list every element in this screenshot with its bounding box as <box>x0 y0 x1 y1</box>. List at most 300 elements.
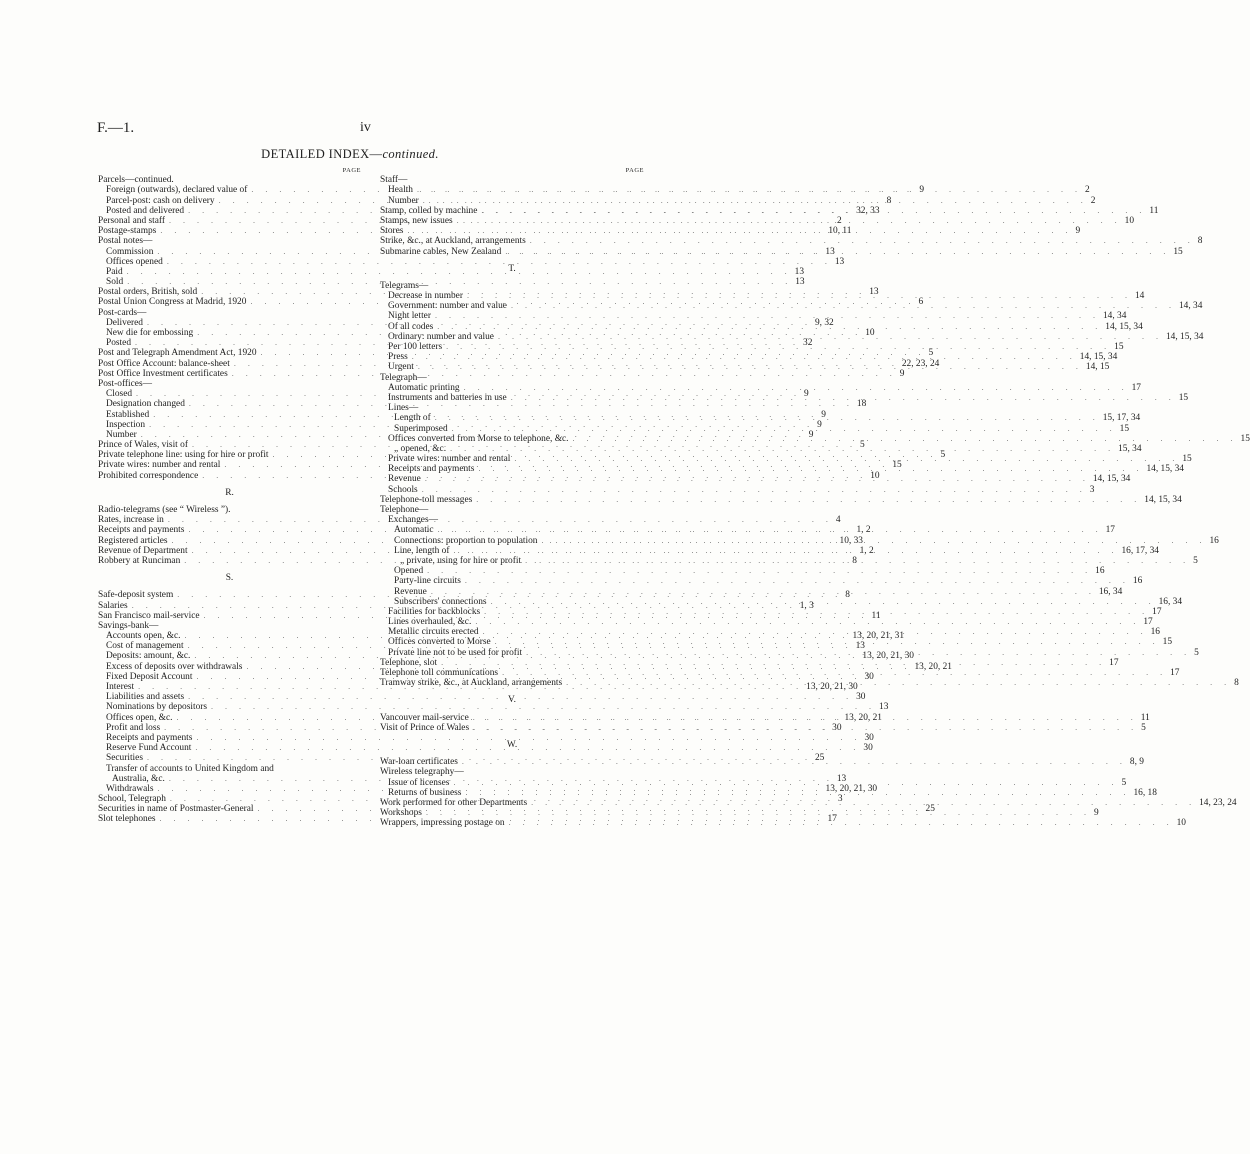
index-title-suffix: continued. <box>382 147 439 161</box>
index-entry-label: Instruments and batteries in use <box>388 392 507 403</box>
index-entry-label: Number <box>388 195 419 206</box>
index-entry <box>380 311 1127 322</box>
index-entry-page: 8 <box>1234 678 1239 689</box>
index-entry-label: Registered articles <box>98 535 168 546</box>
index-entry-page: 25 <box>925 804 935 815</box>
index-entry-label: Transfer of accounts to United Kingdom and <box>106 763 274 774</box>
index-entry-page: 15 <box>1119 423 1130 434</box>
leader-dots <box>458 757 1127 767</box>
leader-dots <box>437 658 1106 668</box>
index-entry-page: 5 <box>940 450 946 461</box>
leader-dots <box>419 196 1088 206</box>
index-entry <box>98 743 873 754</box>
leader-dots <box>414 362 1083 372</box>
leader-dots <box>491 637 1160 647</box>
index-entry-page: 14, 15, 34 <box>1146 464 1184 475</box>
leader-dots <box>480 607 1149 617</box>
index-entry-label: Receipts and payments <box>98 525 185 536</box>
index-entry-page: 17 <box>1105 525 1115 536</box>
index-entry-label: Facilities for backblocks <box>388 606 481 617</box>
index-entry-page: 15 <box>892 460 902 471</box>
index-entry <box>98 266 805 277</box>
leader-dots <box>527 798 1196 808</box>
leader-dots <box>507 301 1176 311</box>
index-entry <box>98 764 361 774</box>
index-entry-label: Deposits: amount, &c. <box>106 651 191 662</box>
index-entry <box>380 215 1135 226</box>
index-entry-label: Exchanges— <box>388 515 438 526</box>
index-entry-label: Revenue <box>394 586 427 597</box>
index-entry-label: Number <box>106 429 137 440</box>
index-entry <box>380 464 1184 475</box>
index-entry <box>98 308 361 318</box>
index-entry-page: 15 <box>1114 342 1124 352</box>
index-entry-page: 2 <box>1090 195 1096 206</box>
index-entry-page: 5 <box>1121 777 1127 788</box>
index-section-letter: S. <box>225 573 234 584</box>
index-entry-label: Closed <box>106 389 133 400</box>
index-entry-label: Established <box>106 409 150 420</box>
index-entry-page: 30 <box>856 692 866 703</box>
index-entry-label: Subscribers' connections <box>394 596 487 607</box>
index-entry <box>380 454 1192 465</box>
index-entry-label: Stamps, new issues <box>380 215 453 226</box>
index-entry-page: 17 <box>1109 657 1119 668</box>
index-entry-label: Post Office Account: balance-sheet <box>98 358 230 369</box>
index-entry-label: Personal and staff <box>98 215 165 226</box>
index-entry <box>380 797 1237 808</box>
index-section-letter: V. <box>508 695 516 706</box>
index-entry-page: 17 <box>827 814 837 825</box>
index-entry-label: Parcel-post: cash on delivery <box>106 195 215 206</box>
index-entry-label: Slot telephones <box>98 814 156 825</box>
index-entry-page: 10 <box>1176 818 1186 829</box>
index-entry-label: Private wires: number and rental <box>98 460 221 471</box>
index-entry-label: Post Office Investment certificates <box>98 368 228 379</box>
index-entry <box>98 702 889 713</box>
leader-dots <box>562 678 1231 688</box>
index-entry-page: 22, 23, 24 <box>901 358 940 369</box>
index-entry-label: Telegraph— <box>380 372 427 383</box>
index-entry-label: Offices opened <box>106 256 163 267</box>
index-entry <box>380 236 1203 247</box>
index-entry-label: Automatic <box>394 525 434 536</box>
index-entry <box>380 281 644 291</box>
index-entry-page: 16 <box>1132 576 1143 587</box>
index-entry-label: Opened <box>394 566 424 577</box>
index-entry-page: 14, 15, 34 <box>1165 331 1204 342</box>
leader-dots <box>469 723 1138 733</box>
index-title-main: DETAILED INDEX— <box>261 147 383 161</box>
leader-dots <box>413 185 1082 195</box>
index-entry-page: 25 <box>814 753 825 764</box>
index-entry-label: Submarine cables, New Zealand <box>380 246 502 257</box>
index-entry-page: 13 <box>834 256 845 267</box>
index-entry-label: Telegrams— <box>380 280 429 291</box>
leader-dots <box>522 648 1191 658</box>
index-entry-page: 14, 15, 34 <box>1092 474 1131 485</box>
index-entry <box>98 175 361 185</box>
index-entry-label: Delivered <box>106 317 143 328</box>
index-entry-label: Securities <box>106 753 143 764</box>
index-entry-label: Telephone-toll messages <box>380 494 473 505</box>
leader-dots <box>448 424 1117 434</box>
index-entry-label: Automatic printing <box>388 382 460 393</box>
index-entry-label: Telephone toll communications <box>380 668 499 678</box>
index-entry-label: Private wires: number and rental <box>388 454 511 465</box>
index-entry-label: Post-offices— <box>98 378 152 389</box>
index-entry-label: Revenue of Department <box>98 545 188 556</box>
index-entry-label: Decrease in number <box>388 291 463 302</box>
leader-dots <box>460 383 1129 393</box>
index-entry-page: 14, 15 <box>1085 362 1110 373</box>
leader-dots <box>453 216 1122 226</box>
index-entry-label: Wrappers, impressing postage on <box>380 818 505 829</box>
index-entry <box>380 443 1142 454</box>
index-entry-page: 13, 20, 21 <box>844 712 882 723</box>
index-entry-page: 17 <box>1143 617 1153 628</box>
index-entry-page: 10, 11 <box>828 226 852 237</box>
index-entry-page: 13, 20, 21, 30 <box>862 651 914 662</box>
index-entry <box>380 566 1105 577</box>
index-entry-page: 13 <box>869 287 879 298</box>
index-entry-label: Prohibited correspondence <box>98 470 199 481</box>
leader-dots <box>537 536 1206 546</box>
index-entry-label: Revenue <box>388 474 421 485</box>
index-entry <box>380 195 1096 206</box>
page-number: iv <box>360 120 371 135</box>
leader-dots <box>461 576 1130 586</box>
index-entry-page: 4 <box>835 515 841 526</box>
index-entry-label: Returns of business <box>388 787 462 798</box>
leader-dots <box>461 788 1130 798</box>
index-entry-label: Lines— <box>388 403 419 414</box>
index-entry-label: San Francisco mail-service <box>98 610 200 621</box>
index-entry-label: Cost of management <box>106 641 184 652</box>
leader-dots <box>477 206 1146 216</box>
leader-dots <box>471 617 1140 627</box>
index-entry <box>380 484 1095 495</box>
index-entry-label: Of all codes <box>388 321 434 332</box>
index-entry-label: Parcels—continued. <box>98 175 174 186</box>
index-entry-page: 13 <box>879 702 889 713</box>
leader-dots <box>403 226 1072 236</box>
index-entry-label: Per 100 letters <box>388 342 443 352</box>
index-entry-page: 11 <box>1149 205 1159 216</box>
index-entry-page: 11 <box>871 610 881 621</box>
index-entry <box>98 505 361 515</box>
index-entry <box>98 621 361 631</box>
leader-dots <box>431 311 1100 321</box>
index-entry-page: 8 <box>852 555 857 566</box>
index-entry <box>380 392 1189 403</box>
index-entry-label: Accounts open, &c. <box>106 631 181 642</box>
index-entry-label: Post-cards— <box>98 307 147 318</box>
index-entry-label: Connections: proportion to population <box>394 535 538 546</box>
index-entry-page: 8, 9 <box>1129 757 1144 768</box>
index-entry-page: 16, 17, 34 <box>1121 545 1159 556</box>
index-entry <box>98 379 361 389</box>
index-entry-page: 8 <box>845 590 850 601</box>
index-entry-label: Commission <box>106 246 154 257</box>
index-entry-page: 18 <box>856 399 867 410</box>
index-entry-label: Urgent <box>388 362 414 373</box>
leader-dots <box>479 627 1148 637</box>
index-entry-page: 16 <box>1150 627 1160 638</box>
index-entry-label: Stores <box>380 226 404 237</box>
index-section-letter: R. <box>225 487 234 498</box>
index-entry-page: 8 <box>1197 236 1203 247</box>
index-entry-page: 13 <box>836 773 847 784</box>
leader-dots <box>501 247 1170 257</box>
index-entry <box>380 494 1182 505</box>
leader-dots <box>423 566 1092 576</box>
index-entry <box>380 413 1141 424</box>
index-entry <box>380 555 1198 566</box>
index-entry <box>380 403 644 413</box>
index-entry-label: Offices converted to Morse <box>388 637 491 648</box>
index-entry-page: 1, 2 <box>856 525 871 536</box>
index-entry-label: Wireless telegraphy— <box>380 767 464 778</box>
leader-dots <box>505 818 1174 828</box>
index-entry-page: 32 <box>803 338 813 349</box>
index-entry <box>380 373 644 383</box>
index-entry-label: Metallic circuits erected <box>388 627 479 638</box>
index-entry-page: 9, 32 <box>814 317 834 328</box>
leader-dots <box>469 713 1138 723</box>
index-entry-label: Fixed Deposit Account <box>106 671 193 682</box>
index-entry-page: 17 <box>1131 382 1141 393</box>
index-entry-label: Posted <box>106 338 132 349</box>
index-entry-page: 5 <box>928 348 934 359</box>
index-entry-label: Line, length of <box>394 545 450 556</box>
index-entry-label: Reserve Fund Account <box>106 743 192 754</box>
leader-dots <box>427 587 1096 597</box>
index-entry-page: 16, 34 <box>1158 596 1182 607</box>
leader-dots <box>408 352 1077 362</box>
index-section-letter: W. <box>506 739 518 750</box>
index-entry-label: „ private, using for hire or profit <box>400 555 522 566</box>
index-entry-label: Telephone, slot <box>380 657 438 668</box>
index-entry-page: 15 <box>1178 392 1189 403</box>
index-entry-label: Vancouver mail-service <box>380 712 469 723</box>
index-entry-label: Salaries <box>98 600 128 611</box>
index-entry-page: 5 <box>859 440 865 451</box>
index-entry-page: 3 <box>837 794 843 805</box>
index-entry-page: 14, 34 <box>1178 301 1203 312</box>
index-entry <box>380 576 1143 587</box>
index-entry-label: Offices converted from Morse to telephone, &c. <box>388 433 569 444</box>
index-entry-page: 10, 33 <box>839 535 863 546</box>
index-entry-page: 14 <box>1134 291 1145 302</box>
index-entry-page: 9 <box>1075 226 1081 237</box>
index-entry <box>380 617 1153 628</box>
index-entry-label: „ opened, &c. <box>394 443 447 454</box>
page-identifier: F.—1. <box>97 120 135 136</box>
index-entry-page: 5 <box>1141 722 1146 733</box>
index-entry-page: 13, 20, 21, 30 <box>825 783 878 794</box>
index-entry-label: Party-line circuits <box>394 576 461 587</box>
index-entry-label: Posted and delivered <box>106 205 185 216</box>
index-entry-label: Withdrawals <box>106 783 154 794</box>
leader-dots <box>422 808 1091 818</box>
index-entry-label: Superimposed <box>394 423 448 434</box>
leader-dots <box>431 413 1100 423</box>
index-entry-page: 13 <box>795 277 805 288</box>
index-entry-label: School, Telegraph <box>98 794 166 805</box>
index-entry-page: 9 <box>804 389 809 400</box>
index-entry-label: Savings-bank— <box>98 620 159 631</box>
index-entry-label: Interest <box>106 682 135 692</box>
index-entry-page: 15 <box>1173 246 1183 257</box>
index-entry-label: Issue of licenses <box>388 777 450 788</box>
leader-dots <box>494 332 1163 342</box>
index-entry-label: Stamp, colled by machine <box>380 205 478 216</box>
index-entry-page: 30 <box>864 732 874 743</box>
index-entry-page: 9 <box>899 368 905 379</box>
index-entry-label: Press <box>388 352 408 363</box>
index-entry-label: Health <box>388 185 413 196</box>
index-entry-label: Work performed for other Departments <box>380 797 528 808</box>
index-entry-label: Workshops <box>380 808 422 819</box>
index-entry-page: 15 <box>1182 454 1192 465</box>
index-entry-label: War-loan certificates <box>380 757 458 768</box>
index-entry <box>380 301 1203 312</box>
index-entry-label: Safe-deposit system <box>98 590 174 601</box>
index-entry-page: 10 <box>870 470 880 481</box>
index-entry-page: 5 <box>1194 647 1199 658</box>
index-entry-page: 1, 2 <box>859 545 874 556</box>
leader-dots <box>449 778 1118 788</box>
index-entry-label: Postage-stamps <box>98 226 157 237</box>
leader-dots <box>474 464 1143 474</box>
index-entry-page: 1, 3 <box>799 600 814 611</box>
index-entry-page: 14, 34 <box>1102 311 1127 322</box>
index-entry-page: 9 <box>817 419 822 430</box>
index-entry-page: 11 <box>1140 712 1150 723</box>
index-entry-label: Post and Telegraph Amendment Act, 1920 <box>98 348 257 359</box>
index-entry-page: 8 <box>886 195 892 206</box>
index-entry-label: Rates, increase in <box>98 515 164 526</box>
index-entry-page: 9 <box>821 409 826 420</box>
index-entry-page: 13, 20, 21, 30 <box>806 682 858 692</box>
leader-dots <box>487 597 1156 607</box>
index-entry-label: Postal Union Congress at Madrid, 1920 <box>98 297 247 308</box>
index-entry-label: Nominations by depositors <box>106 702 208 713</box>
index-entry-label: Excess of deposits over withdrawals <box>106 661 243 672</box>
index-entry-page: 30 <box>863 743 873 754</box>
index-entry-label: Length of <box>394 413 431 424</box>
index-entry-label: Receipts and payments <box>106 732 193 743</box>
leader-dots <box>463 291 1132 301</box>
index-entry <box>98 236 361 246</box>
leader-dots <box>472 495 1141 505</box>
index-entry-page: 16, 34 <box>1098 586 1123 597</box>
index-entry-page: 16 <box>1209 535 1219 546</box>
index-entry-label: Staff— <box>380 175 408 186</box>
index-entry-label: Liabilities and assets <box>106 692 185 703</box>
index-entry-page: 17 <box>1152 606 1162 617</box>
index-entry-label: Securities in name of Postmaster-General <box>98 804 254 815</box>
index-entry <box>380 767 644 777</box>
index-entry-page: 5 <box>1193 555 1198 566</box>
index-entry-page: 13 <box>825 246 835 257</box>
index-entry-page: 30 <box>832 722 842 733</box>
index-entry-label: Schools <box>388 484 418 495</box>
index-entry-page: 3 <box>1089 484 1095 495</box>
leader-dots <box>442 342 1111 352</box>
index-entry-label: Postal orders, British, sold <box>98 287 198 298</box>
index-entry-page: 6 <box>918 297 924 308</box>
index-entry <box>380 382 1141 393</box>
index-entry-label: Inspection <box>106 419 146 430</box>
leader-dots <box>433 322 1102 332</box>
index-entry <box>98 732 874 743</box>
index-entry-label: Private telephone line: using for hire or profit <box>98 450 269 461</box>
index-entry-label: Strike, &c., at Auckland, arrangements <box>380 236 526 247</box>
index-entry <box>380 352 1118 363</box>
index-entry-page: 13 <box>855 641 865 652</box>
leader-dots <box>498 668 1167 678</box>
leader-dots <box>526 236 1195 246</box>
leader-dots <box>421 474 1090 484</box>
index-entry-page: 14, 23, 24 <box>1199 797 1237 808</box>
index-entry-page: 30 <box>864 671 874 682</box>
index-entry <box>98 256 845 267</box>
page-column-heading: PAGE <box>625 167 644 174</box>
index-entry <box>380 185 1090 196</box>
index-entry-label: Paid <box>106 266 123 277</box>
index-entry-page: 15 <box>1240 433 1250 444</box>
index-entry <box>380 505 644 515</box>
index-entry-page: 10 <box>865 328 875 338</box>
index-entry-page: 15, 17, 34 <box>1102 413 1141 424</box>
index-entry-label: Ordinary: number and value <box>388 331 494 342</box>
index-title <box>0 147 700 162</box>
index-entry-label: Sold <box>106 277 124 288</box>
index-entry-label: Telephone— <box>380 505 429 515</box>
leader-dots <box>446 444 1115 454</box>
index-entry-page: 9 <box>808 429 814 440</box>
page-column-heading: PAGE <box>342 167 361 174</box>
index-entry-page: 2 <box>837 215 842 226</box>
index-entry-page: 14, 15, 34 <box>1144 494 1182 505</box>
index-entry-label: Foreign (outwards), declared value of <box>106 185 248 196</box>
index-entry-page: 16 <box>1095 566 1105 577</box>
index-entry <box>380 433 1250 444</box>
index-entry-label: Radio-telegrams (see “ Wireless ”). <box>98 505 231 515</box>
index-section-letter: T. <box>508 263 516 274</box>
index-entry-page: 15, 34 <box>1118 443 1142 454</box>
index-entry-label: New die for embossing <box>106 328 194 338</box>
index-entry-label: Offices open, &c. <box>106 712 173 723</box>
index-entry-page: 9 <box>1093 808 1099 819</box>
index-entry-label: Prince of Wales, visit of <box>98 440 188 451</box>
index-entry-label: Private line not to be used for profit <box>388 647 523 658</box>
leader-dots <box>569 434 1238 444</box>
index-entry-page: 15 <box>1162 637 1173 648</box>
index-entry <box>380 515 644 525</box>
index-entry-label: Postal notes— <box>98 236 153 247</box>
index-entry-page: 14, 15, 34 <box>1079 352 1118 363</box>
index-entry-label: Robbery at Runciman <box>98 555 181 566</box>
index-entry-label: Government: number and value <box>388 301 507 312</box>
index-entry-page: 13, 20, 21 <box>914 661 952 672</box>
index-entry-page: 17 <box>1170 668 1180 678</box>
index-entry <box>98 692 866 703</box>
leader-dots <box>510 454 1179 464</box>
index-entry-page: 13 <box>794 266 805 277</box>
